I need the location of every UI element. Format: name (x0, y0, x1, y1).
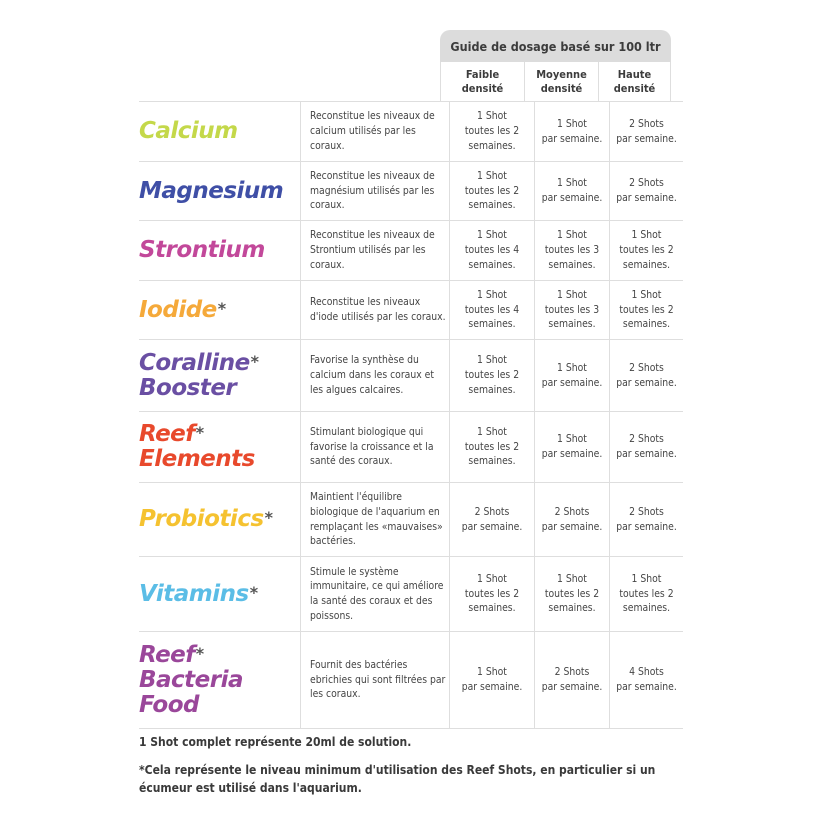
product-description: Stimule le système immunitaire, ce qui améliore la santé des coraux et des poissons. (301, 557, 450, 632)
dose-line: toutes les 2 (619, 303, 674, 316)
dose-line: 2 Shots (629, 361, 664, 374)
dose-high-density (610, 412, 684, 483)
product-name-cell (139, 632, 301, 729)
product-name-text: Booster (139, 374, 237, 401)
product-description: Maintient l'équilibre biologique de l'aquarium en remplaçant les «mauvaises» bactéries. (301, 483, 450, 557)
product-name-text: Magnesium (139, 177, 284, 204)
product-name-text: Coralline (139, 349, 250, 376)
dose-line: 1 Shot (477, 288, 507, 301)
dose-line: toutes les 2 (464, 587, 520, 600)
dose-line: par semaine. (461, 681, 523, 693)
product-row (139, 483, 683, 557)
product-name (139, 179, 300, 204)
dose-line: 1 Shot (477, 229, 507, 242)
dose-line: 1 Shot (477, 666, 507, 679)
dose-medium-density (535, 162, 610, 221)
dose-line: semaines. (548, 602, 596, 615)
dose-high-density (610, 221, 684, 281)
dosage-guide-title: Guide de dosage basé sur 100 ltr (450, 38, 661, 54)
shot-definition-note: 1 Shot complet représente 20ml de solution. (139, 735, 412, 749)
dose-line: par semaine. (616, 192, 677, 204)
dose-line: 1 Shot (557, 177, 587, 190)
dose-low-density (450, 412, 535, 483)
product-name-cell (139, 281, 301, 340)
dose-line: toutes les 2 (619, 587, 674, 600)
dose-line: par semaine. (541, 681, 603, 693)
dose-line: 2 Shots (629, 177, 664, 190)
dose-line: par semaine. (541, 376, 603, 389)
dose-line: semaines. (468, 199, 516, 212)
column-header-line: densité (461, 82, 504, 95)
dose-line: semaines. (548, 258, 596, 271)
dose-line: semaines. (468, 318, 516, 331)
dose-low-density (450, 557, 535, 632)
column-header-line: Faible (465, 68, 500, 81)
product-name-text: Food (139, 691, 199, 718)
asterisk-note: *Cela représente le niveau minimum d'utilisation des Reef Shots, en particulier si un écumeur est utilisé dans l'aquarium. (139, 763, 656, 795)
dose-medium-density (535, 281, 610, 340)
dose-high-density (610, 557, 684, 632)
dose-line: 1 Shot (557, 433, 587, 446)
product-row (139, 632, 683, 729)
product-name-cell (139, 102, 301, 162)
product-row (139, 102, 683, 162)
column-header-line: Moyenne (536, 68, 587, 81)
dose-low-density (450, 340, 535, 412)
product-name-line (139, 447, 300, 472)
dose-line: 1 Shot (477, 425, 507, 438)
dose-line: 1 Shot (477, 169, 507, 182)
dose-line: 1 Shot (477, 354, 507, 367)
product-row (139, 557, 683, 632)
dose-line: toutes les 2 (544, 587, 600, 600)
column-header-line: Haute (617, 68, 652, 81)
product-row (139, 281, 683, 340)
product-description: Reconstitue les niveaux d'iode utilisés par les coraux. (301, 281, 450, 340)
product-name-line (139, 582, 300, 607)
product-name-text: Strontium (139, 237, 265, 263)
dose-line: 1 Shot (631, 229, 662, 242)
product-description: Reconstitue les niveaux de magnésium utilisés par les coraux. (301, 162, 450, 221)
asterisk-marker: * (249, 582, 258, 602)
product-name-text: Vitamins (139, 580, 249, 607)
dose-line: 4 Shots (629, 666, 664, 679)
product-name-line (139, 179, 300, 204)
dose-line: semaines. (468, 258, 516, 271)
product-name-text: Reef (139, 421, 195, 447)
dose-line: toutes les 3 (544, 303, 600, 316)
column-header-line: densité (613, 82, 656, 95)
product-description: Stimulant biologique qui favorise la croissance et la santé des coraux. (301, 412, 450, 483)
product-name-text: Bacteria (139, 666, 244, 693)
dose-line: toutes les 2 (464, 440, 520, 453)
product-name-cell (139, 162, 301, 221)
dose-medium-density (535, 632, 610, 729)
product-name-line (139, 507, 300, 532)
product-name (139, 351, 300, 401)
dose-medium-density (535, 102, 610, 162)
column-header-medium-density (524, 62, 598, 102)
dose-line: 2 Shots (554, 505, 590, 518)
product-description: Fournit des bactéries ebrichies qui sont filtrées par les coraux. (301, 632, 450, 729)
product-name-text: Reef (139, 641, 195, 668)
product-name-line (139, 298, 300, 323)
product-row (139, 340, 683, 412)
product-description: Favorise la synthèse du calcium dans les coraux et les algues calcaires. (301, 340, 450, 412)
product-name (139, 298, 300, 323)
dose-line: semaines. (468, 139, 516, 152)
product-name-cell (139, 412, 301, 483)
dose-line: par semaine. (616, 520, 677, 533)
footnotes (139, 734, 699, 797)
dose-line: semaines. (468, 383, 516, 396)
dose-line: par semaine. (616, 132, 677, 145)
dose-line: par semaine. (541, 448, 603, 460)
dose-line: par semaine. (616, 681, 677, 693)
dose-low-density (450, 483, 535, 557)
dose-medium-density (535, 221, 610, 281)
asterisk-marker: * (264, 508, 273, 527)
dose-line: 2 Shots (554, 666, 590, 679)
dose-line: 1 Shot (477, 572, 507, 585)
dose-line: 1 Shot (557, 288, 587, 301)
product-name-cell (139, 340, 301, 412)
product-name-line (139, 668, 300, 693)
dose-low-density (450, 281, 535, 340)
dose-line: semaines. (468, 602, 516, 615)
product-name-line (139, 351, 300, 376)
dose-medium-density (535, 483, 610, 557)
product-name (139, 422, 300, 472)
product-name (139, 507, 300, 532)
dose-low-density (450, 162, 535, 221)
dose-line: 2 Shots (474, 505, 510, 518)
column-header-low-density (440, 62, 524, 102)
dose-line: semaines. (622, 258, 671, 271)
product-name-line (139, 238, 300, 263)
dose-low-density (450, 102, 535, 162)
dose-line: 1 Shot (477, 110, 507, 123)
dose-line: toutes les 4 (464, 244, 520, 257)
dose-line: 1 Shot (631, 572, 662, 585)
dose-line: par semaine. (541, 132, 603, 145)
product-row (139, 162, 683, 221)
dose-line: toutes les 2 (464, 125, 520, 138)
product-description: Reconstitue les niveaux de Strontium utilisés par les coraux. (301, 221, 450, 281)
dose-line: toutes les 2 (619, 244, 674, 257)
product-name (139, 582, 300, 607)
product-name (139, 238, 300, 263)
asterisk-marker: * (250, 351, 259, 371)
column-header-line: densité (540, 82, 583, 95)
dosage-table (139, 101, 683, 729)
dose-line: 1 Shot (631, 288, 662, 301)
dose-high-density (610, 281, 684, 340)
product-description: Reconstitue les niveaux de calcium utilisés par les coraux. (301, 102, 450, 162)
dose-medium-density (535, 412, 610, 483)
product-name-line (139, 693, 300, 718)
asterisk-marker: * (195, 423, 204, 442)
dose-line: par semaine. (541, 192, 603, 204)
dose-line: 1 Shot (557, 117, 587, 130)
product-name-line (139, 643, 300, 668)
column-header-high-density (598, 62, 671, 102)
product-name-line (139, 119, 300, 144)
product-name-text: Elements (139, 446, 255, 472)
product-name-text: Calcium (139, 118, 238, 144)
asterisk-marker: * (217, 298, 226, 318)
product-name (139, 643, 300, 718)
dose-low-density (450, 221, 535, 281)
dose-line: par semaine. (616, 376, 677, 389)
product-name-cell (139, 483, 301, 557)
product-name-cell (139, 557, 301, 632)
product-name-cell (139, 221, 301, 281)
dose-line: 2 Shots (629, 505, 664, 518)
dose-line: semaines. (622, 602, 671, 615)
dose-high-density (610, 162, 684, 221)
dose-high-density (610, 483, 684, 557)
dose-line: toutes les 2 (464, 184, 520, 197)
dose-line: par semaine. (541, 520, 603, 533)
dose-line: toutes les 2 (464, 369, 520, 382)
product-row (139, 412, 683, 483)
dose-line: 1 Shot (557, 229, 587, 242)
dose-high-density (610, 102, 684, 162)
dose-line: par semaine. (461, 520, 523, 533)
product-name-text: Probiotics (139, 506, 264, 532)
dose-line: 1 Shot (557, 572, 587, 585)
dose-line: semaines. (468, 455, 516, 468)
dosage-guide-header (440, 30, 671, 62)
product-name-line (139, 422, 300, 447)
dose-line: 2 Shots (629, 433, 664, 446)
dose-line: semaines. (622, 318, 671, 331)
product-row (139, 221, 683, 281)
dose-medium-density (535, 557, 610, 632)
dose-low-density (450, 632, 535, 729)
dose-high-density (610, 632, 684, 729)
product-name-text: Iodide (139, 296, 217, 323)
dose-line: 2 Shots (629, 117, 664, 130)
dose-line: toutes les 3 (544, 244, 600, 257)
dose-line: semaines. (548, 318, 596, 331)
dose-line: 1 Shot (557, 361, 587, 374)
product-name-line (139, 376, 300, 401)
dose-medium-density (535, 340, 610, 412)
dose-line: toutes les 4 (464, 303, 520, 316)
dose-high-density (610, 340, 684, 412)
dose-line: par semaine. (616, 448, 677, 460)
asterisk-marker: * (195, 643, 204, 663)
density-column-headers (440, 62, 671, 102)
product-name (139, 119, 300, 144)
